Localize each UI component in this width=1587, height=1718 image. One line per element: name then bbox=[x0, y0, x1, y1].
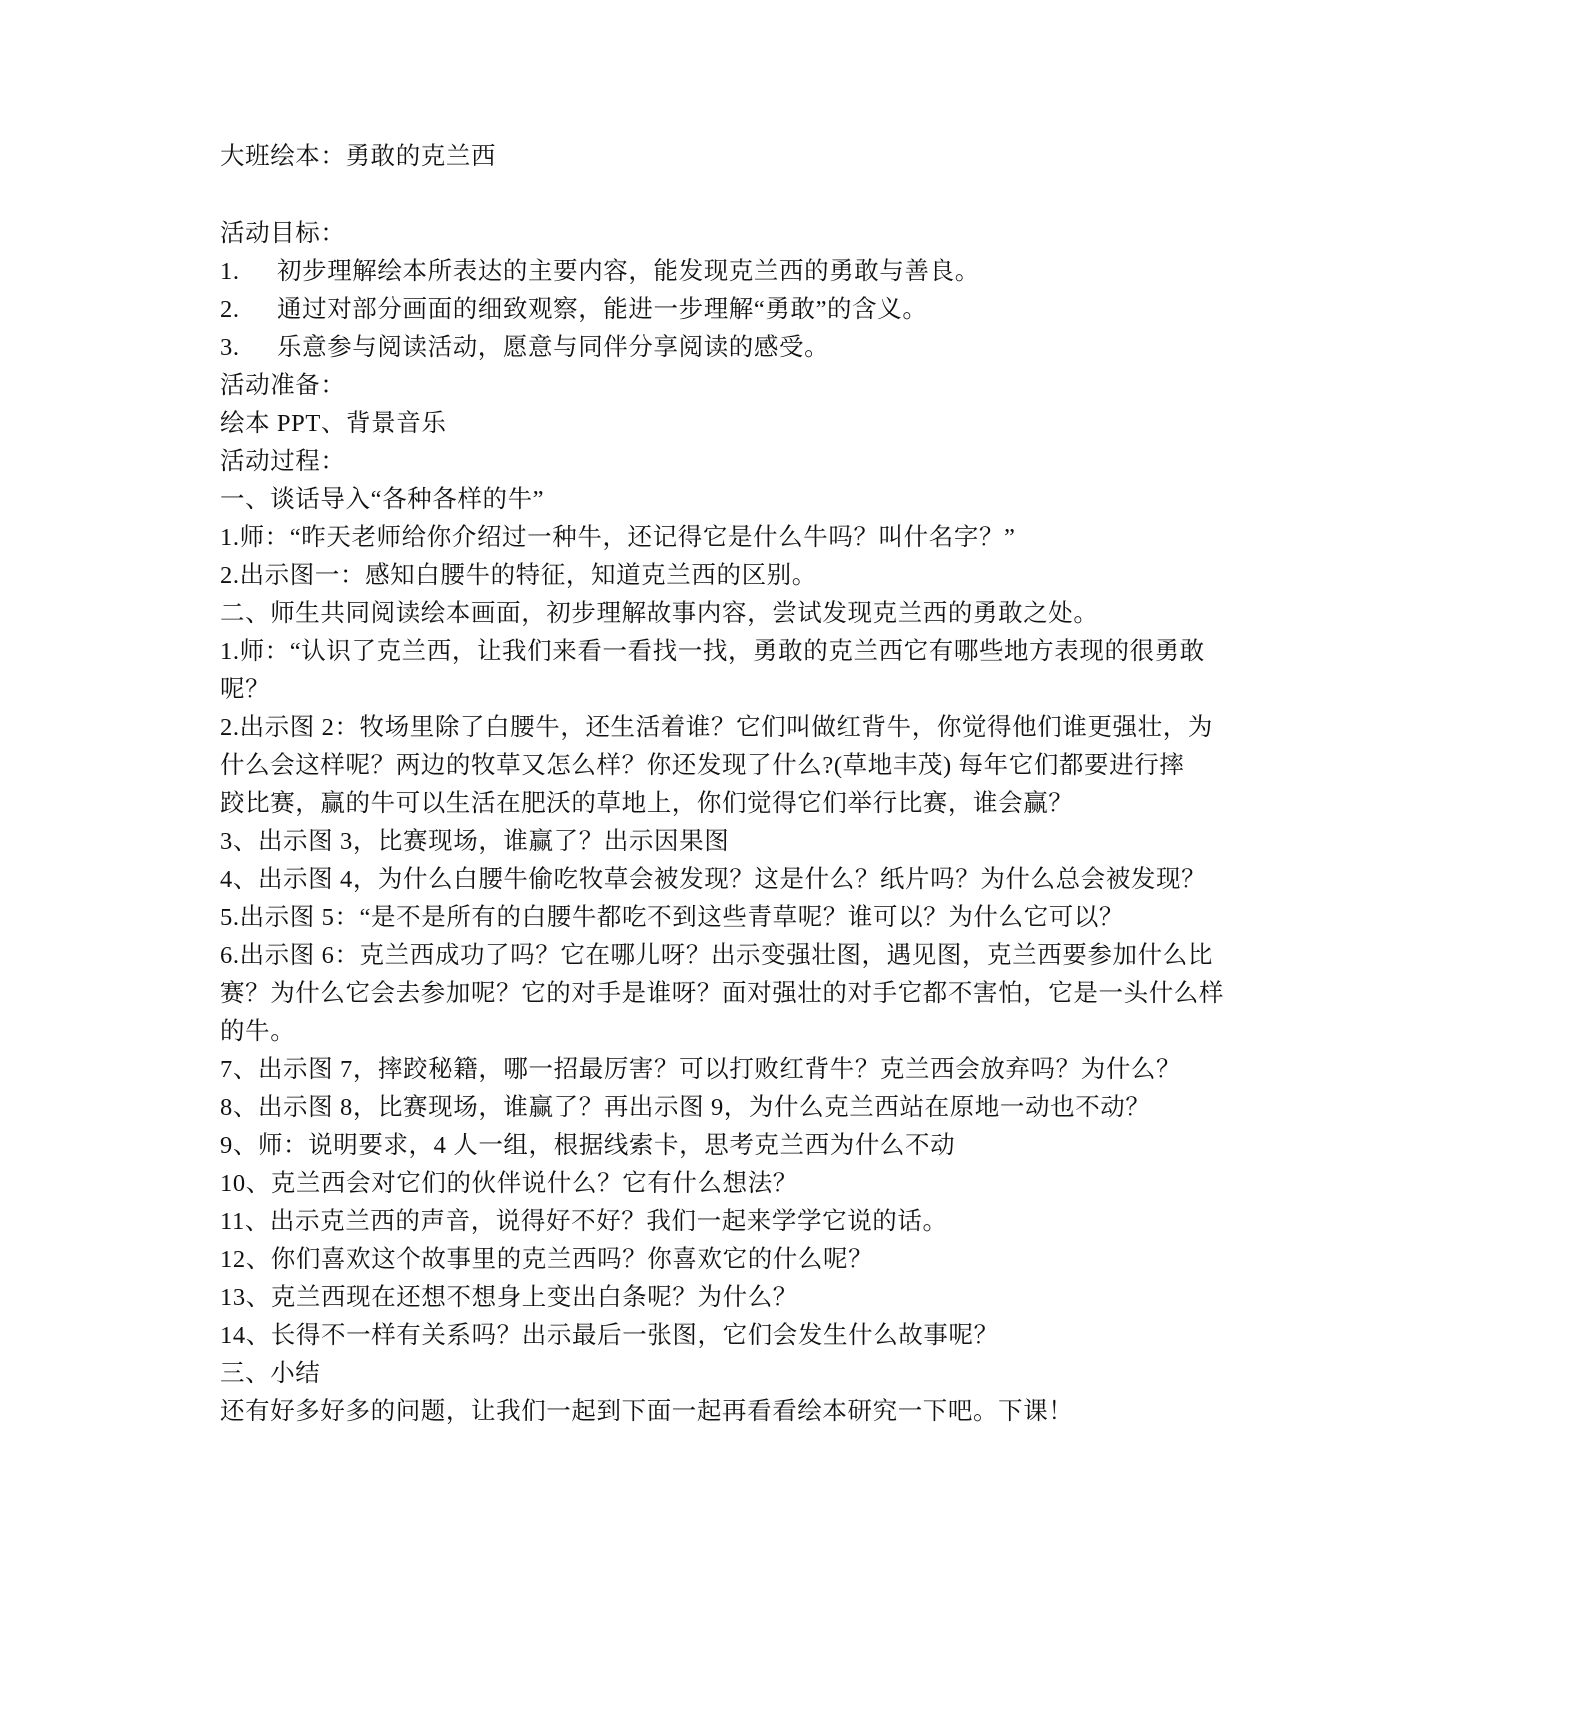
part2-line: 什么会这样呢？两边的牧草又怎么样？你还发现了什么?(草地丰茂) 每年它们都要进行摔 bbox=[220, 752, 1185, 779]
goal-text: 通过对部分画面的细致观察，能进一步理解“勇敢”的含义。 bbox=[277, 296, 928, 323]
goal-item bbox=[220, 333, 829, 363]
goal-item bbox=[220, 295, 927, 325]
part2-line: 13、克兰西现在还想不想身上变出白条呢？为什么？ bbox=[220, 1284, 798, 1311]
goals-heading: 活动目标： bbox=[220, 220, 346, 247]
goal-item bbox=[220, 257, 980, 287]
part2-line: 呢？ bbox=[220, 676, 271, 703]
goal-text: 乐意参与阅读活动，愿意与同伴分享阅读的感受。 bbox=[277, 334, 830, 361]
part2-line: 3、出示图 3，比赛现场，谁赢了？出示因果图 bbox=[220, 828, 730, 855]
prep-heading: 活动准备： bbox=[220, 372, 346, 399]
goal-number: 3. bbox=[220, 334, 240, 361]
part1-item: 2.出示图一：感知白腰牛的特征，知道克兰西的区别。 bbox=[220, 562, 817, 589]
goal-number: 1. bbox=[220, 258, 240, 285]
part3-text: 还有好多好多的问题，让我们一起到下面一起再看看绘本研究一下吧。下课！ bbox=[220, 1398, 1074, 1425]
part2-line: 4、出示图 4，为什么白腰牛偷吃牧草会被发现？这是什么？纸片吗？为什么总会被发现？ bbox=[220, 866, 1207, 893]
part2-line: 14、长得不一样有关系吗？出示最后一张图，它们会发生什么故事呢？ bbox=[220, 1322, 999, 1349]
part2-line: 7、出示图 7，摔跤秘籍，哪一招最厉害？可以打败红背牛？克兰西会放弃吗？为什么？ bbox=[220, 1056, 1182, 1083]
part2-line: 12、你们喜欢这个故事里的克兰西吗？你喜欢它的什么呢？ bbox=[220, 1246, 874, 1273]
part2-heading: 二、师生共同阅读绘本画面，初步理解故事内容，尝试发现克兰西的勇敢之处。 bbox=[220, 600, 1099, 627]
part2-line: 9、师：说明要求，4 人一组，根据线索卡，思考克兰西为什么不动 bbox=[220, 1132, 956, 1159]
part2-line: 跤比赛，赢的牛可以生活在肥沃的草地上，你们觉得它们举行比赛，谁会赢？ bbox=[220, 790, 1074, 817]
document-title: 大班绘本：勇敢的克兰西 bbox=[220, 143, 497, 170]
process-heading: 活动过程： bbox=[220, 448, 346, 475]
prep-text: 绘本 PPT、背景音乐 bbox=[220, 410, 447, 437]
part2-line: 5.出示图 5：“是不是所有的白腰牛都吃不到这些青草呢？谁可以？为什么它可以？ bbox=[220, 904, 1125, 931]
part2-line: 8、出示图 8，比赛现场，谁赢了？再出示图 9，为什么克兰西站在原地一动也不动？ bbox=[220, 1094, 1151, 1121]
part1-item: 1.师：“昨天老师给你介绍过一种牛，还记得它是什么牛吗？叫什名字？” bbox=[220, 524, 1016, 551]
part2-line: 10、克兰西会对它们的伙伴说什么？它有什么想法？ bbox=[220, 1170, 798, 1197]
part2-line: 1.师：“认识了克兰西，让我们来看一看找一找，勇敢的克兰西它有哪些地方表现的很勇敢 bbox=[220, 638, 1205, 665]
part2-line: 6.出示图 6：克兰西成功了吗？它在哪儿呀？出示变强壮图，遇见图，克兰西要参加什么比 bbox=[220, 942, 1213, 969]
part2-line: 的牛。 bbox=[220, 1018, 296, 1045]
goal-text: 初步理解绘本所表达的主要内容，能发现克兰西的勇敢与善良。 bbox=[277, 258, 980, 285]
part1-heading: 一、谈话导入“各种各样的牛” bbox=[220, 486, 545, 513]
goal-number: 2. bbox=[220, 296, 240, 323]
part2-line: 2.出示图 2：牧场里除了白腰牛，还生活着谁？它们叫做红背牛，你觉得他们谁更强壮，为 bbox=[220, 714, 1213, 741]
part2-line: 11、出示克兰西的声音，说得好不好？我们一起来学学它说的话。 bbox=[220, 1208, 948, 1235]
part3-heading: 三、小结 bbox=[220, 1360, 321, 1387]
part2-line: 赛？为什么它会去参加呢？它的对手是谁呀？面对强壮的对手它都不害怕，它是一头什么样 bbox=[220, 980, 1224, 1007]
